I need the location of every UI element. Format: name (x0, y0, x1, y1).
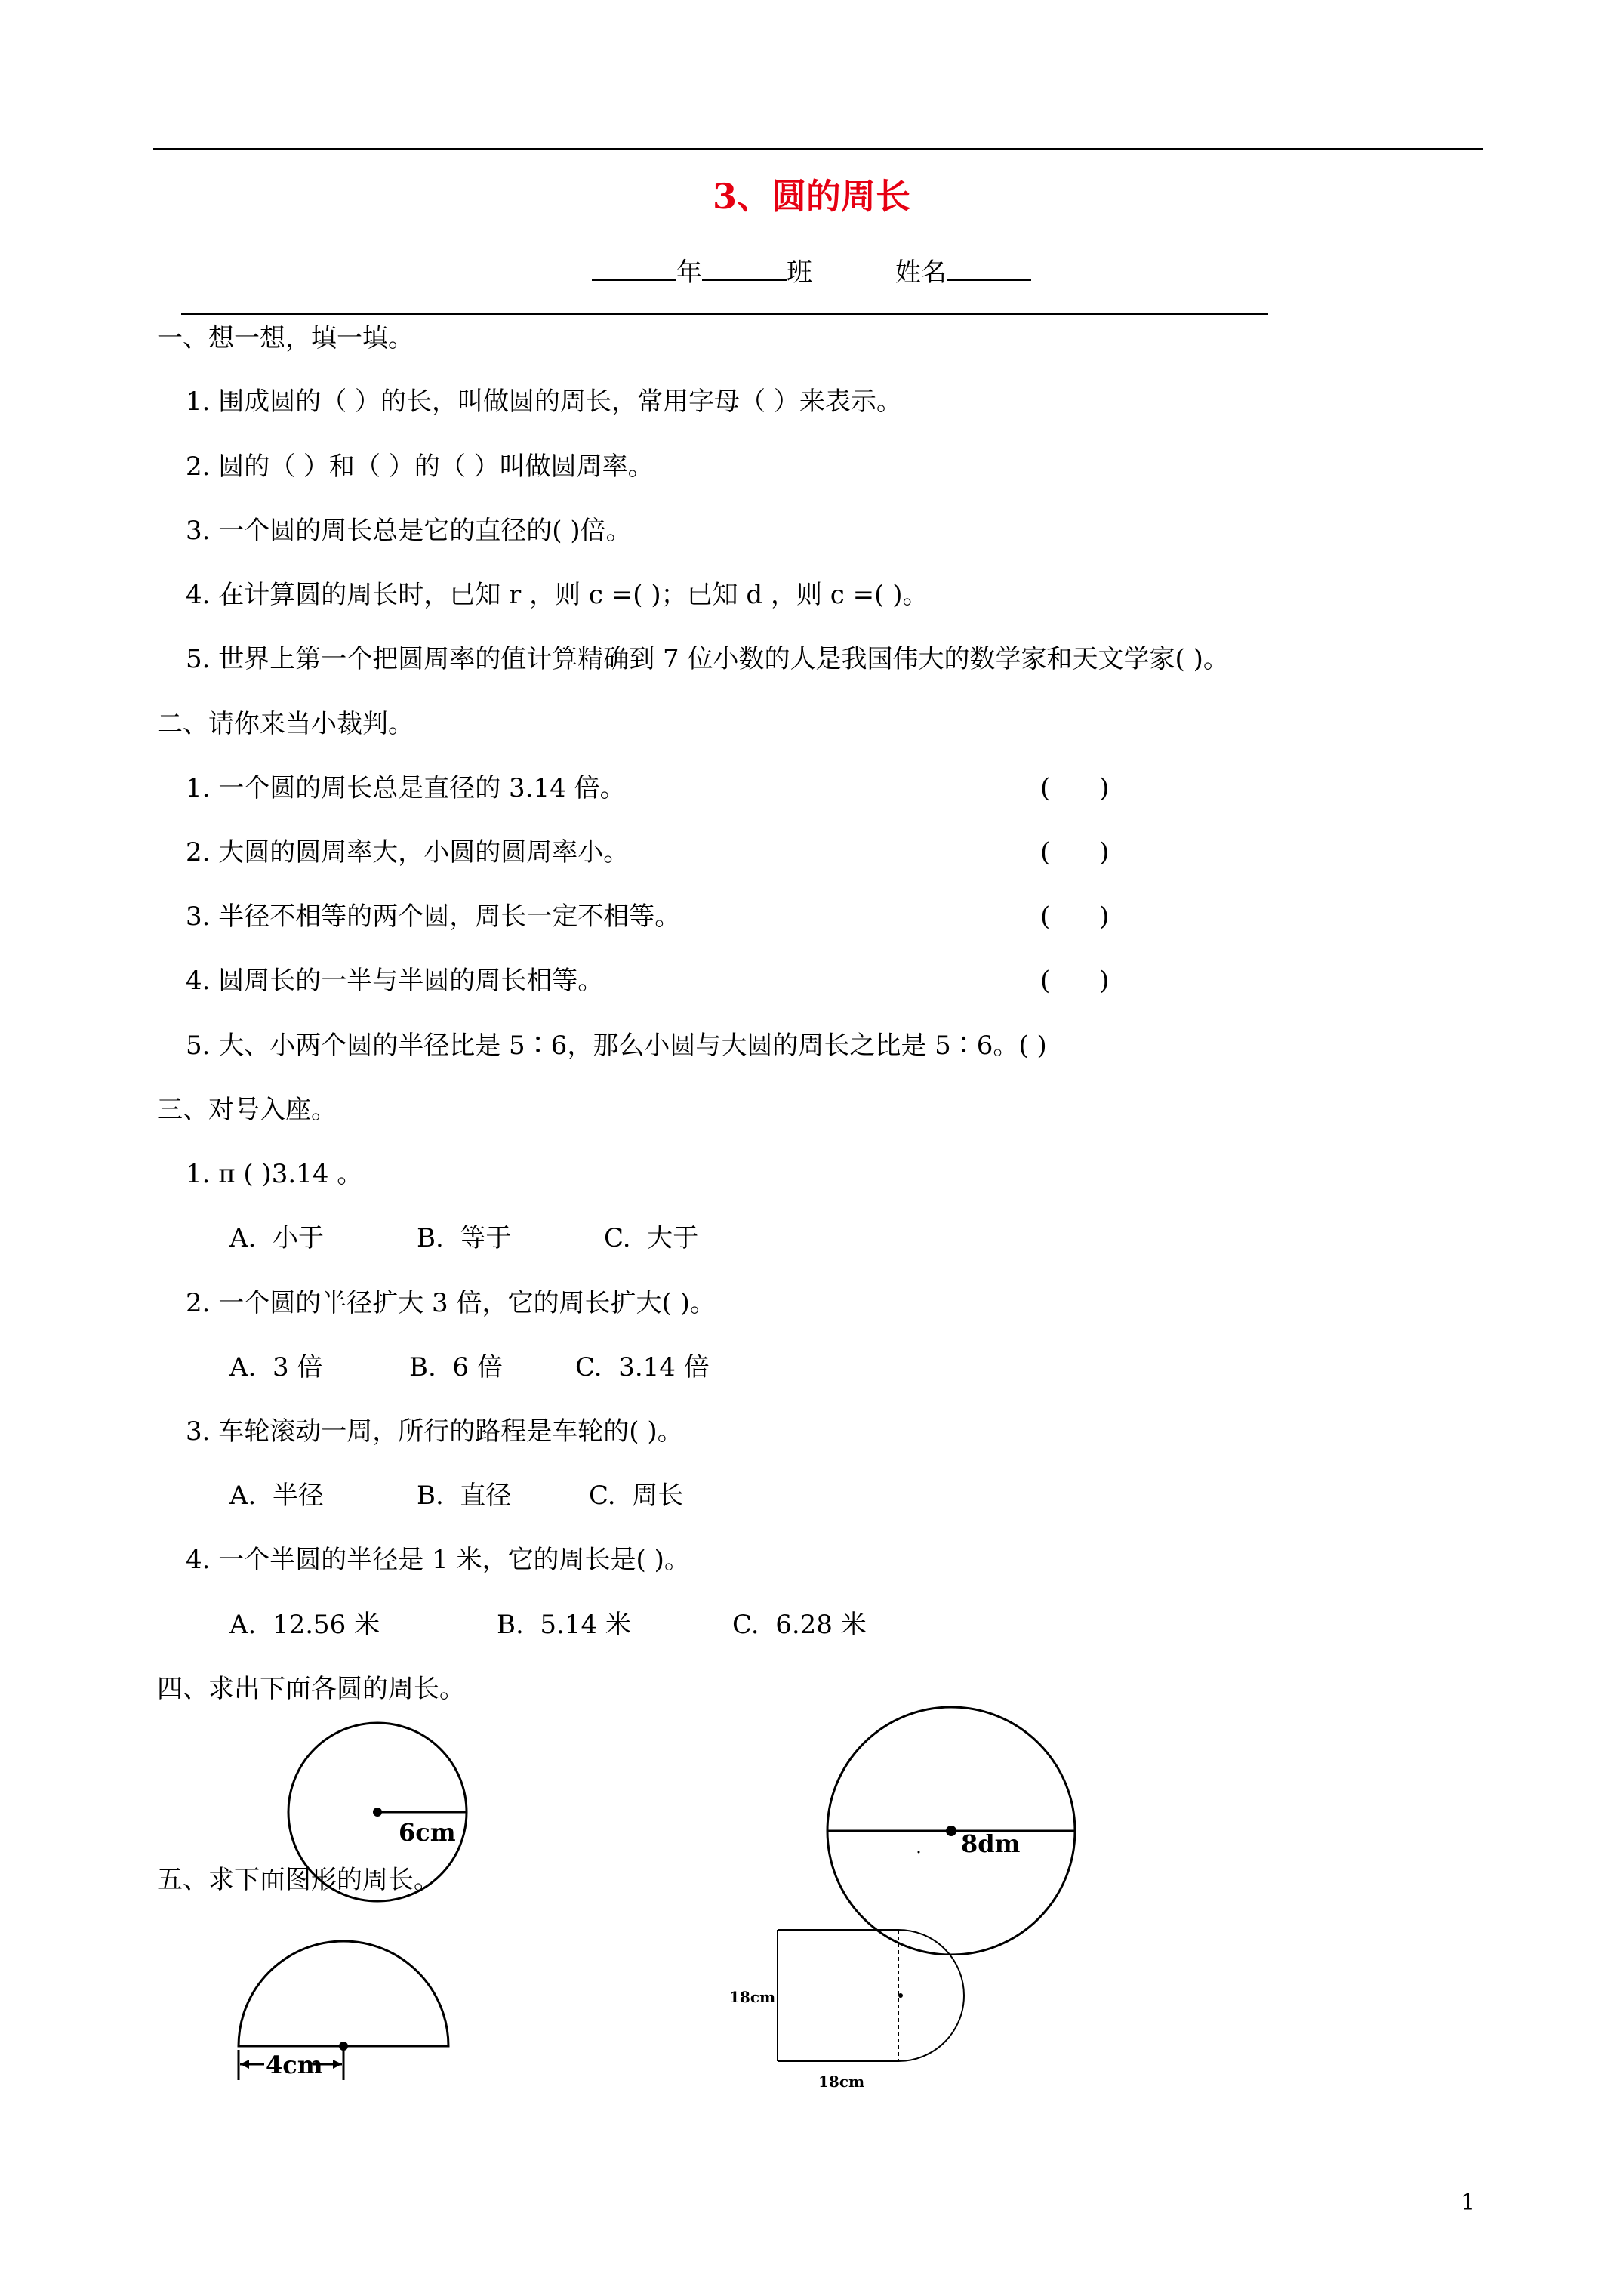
dimension-left-arrow (240, 2060, 249, 2069)
judge-paren-4[interactable]: ( ) (1040, 966, 1110, 996)
section-1-item-5: 5. 世界上第一个把圆周率的值计算精确到 7 位小数的人是我国伟大的数学家和天文学家( )。 (186, 644, 1229, 674)
section-2-item-3: 3. 半径不相等的两个圆，周长一定不相等。 (186, 901, 681, 932)
name-blank[interactable] (947, 257, 1031, 281)
option-1a[interactable]: A. 小于 (229, 1223, 324, 1253)
section-3-item-4: 4. 一个半圆的半径是 1 米，它的周长是( )。 (186, 1545, 690, 1575)
page-title: 3、圆的周长 (712, 176, 910, 217)
page-number: 1 (1461, 2190, 1476, 2216)
dimension-right-arrow (333, 2060, 342, 2069)
class-label: 班 (787, 257, 812, 288)
radius-label: 6cm (399, 1818, 456, 1847)
square-center-dot (898, 1993, 903, 1998)
section-5-heading: 五、求下面图形的周长。 (157, 1865, 439, 1895)
judge-paren-1[interactable]: ( ) (1040, 773, 1110, 803)
section-4-heading: 四、求出下面各圆的周长。 (157, 1674, 465, 1704)
option-3b[interactable]: B. 直径 (417, 1481, 512, 1511)
option-4a[interactable]: A. 12.56 米 (229, 1610, 380, 1640)
square-semicircle-figure (717, 1918, 989, 2114)
option-3a[interactable]: A. 半径 (229, 1481, 324, 1511)
section-1-item-1: 1. 围成圆的（ ）的长，叫做圆的周长，常用字母（ ）来表示。 (186, 387, 902, 417)
top-rule (153, 148, 1483, 150)
semicircle-label: 4cm (266, 2051, 323, 2079)
judge-paren-3[interactable]: ( ) (1040, 901, 1110, 932)
semicircle-arc (239, 1941, 448, 2046)
center-dot-2 (946, 1826, 956, 1836)
student-info-line (0, 257, 1623, 288)
section-2-item-1: 1. 一个圆的周长总是直径的 3.14 倍。 (186, 773, 626, 803)
section-2-item-5: 5. 大、小两个圆的半径比是 5∶6，那么小圆与大圆的周长之比是 5∶6。( ) (186, 1031, 1047, 1061)
section-1-heading: 一、想一想，填一填。 (157, 323, 414, 353)
class-blank[interactable] (702, 257, 787, 281)
semicircle-figure (226, 1925, 468, 2091)
section-1-item-3: 3. 一个圆的周长总是它的直径的( )倍。 (186, 516, 632, 546)
option-3c[interactable]: C. 周长 (589, 1481, 684, 1511)
square-side-label: 18cm (729, 1988, 776, 2006)
stray-dot (918, 1851, 920, 1854)
option-4c[interactable]: C. 6.28 米 (732, 1610, 867, 1640)
section-2-item-2: 2. 大圆的圆周率大，小圆的圆周率小。 (186, 837, 630, 868)
attached-semicircle (898, 1930, 964, 2061)
year-label: 年 (676, 257, 702, 288)
section-3-heading: 三、对号入座。 (157, 1095, 337, 1125)
section-3-item-3: 3. 车轮滚动一周，所行的路程是车轮的( )。 (186, 1416, 683, 1447)
diameter-label: 8dm (961, 1829, 1021, 1858)
square-bottom-label: 18cm (818, 2073, 865, 2091)
section-3-item-2: 2. 一个圆的半径扩大 3 倍，它的周长扩大( )。 (186, 1288, 716, 1318)
judge-paren-2[interactable]: ( ) (1040, 837, 1110, 868)
option-4b[interactable]: B. 5.14 米 (497, 1610, 631, 1640)
center-dot (373, 1808, 382, 1817)
header-rule (181, 313, 1268, 315)
option-1c[interactable]: C. 大于 (604, 1223, 699, 1253)
name-label: 姓名 (895, 257, 947, 288)
option-1b[interactable]: B. 等于 (417, 1223, 512, 1253)
section-1-item-4: 4. 在计算圆的周长时，已知 r ，则 c =( )；已知 d ，则 c =( )。 (186, 580, 929, 610)
option-2b[interactable]: B. 6 倍 (409, 1352, 503, 1382)
section-3-item-1: 1. π ( )3.14 。 (186, 1159, 363, 1189)
semicircle-center-dot (339, 2042, 348, 2051)
option-2c[interactable]: C. 3.14 倍 (575, 1352, 710, 1382)
year-blank[interactable] (592, 257, 676, 281)
section-2-item-4: 4. 圆周长的一半与半圆的周长相等。 (186, 966, 604, 996)
option-2a[interactable]: A. 3 倍 (229, 1352, 323, 1382)
section-1-item-2: 2. 圆的（ ）和（ ）的（ ）叫做圆周率。 (186, 451, 654, 482)
section-2-heading: 二、请你来当小裁判。 (157, 709, 414, 739)
